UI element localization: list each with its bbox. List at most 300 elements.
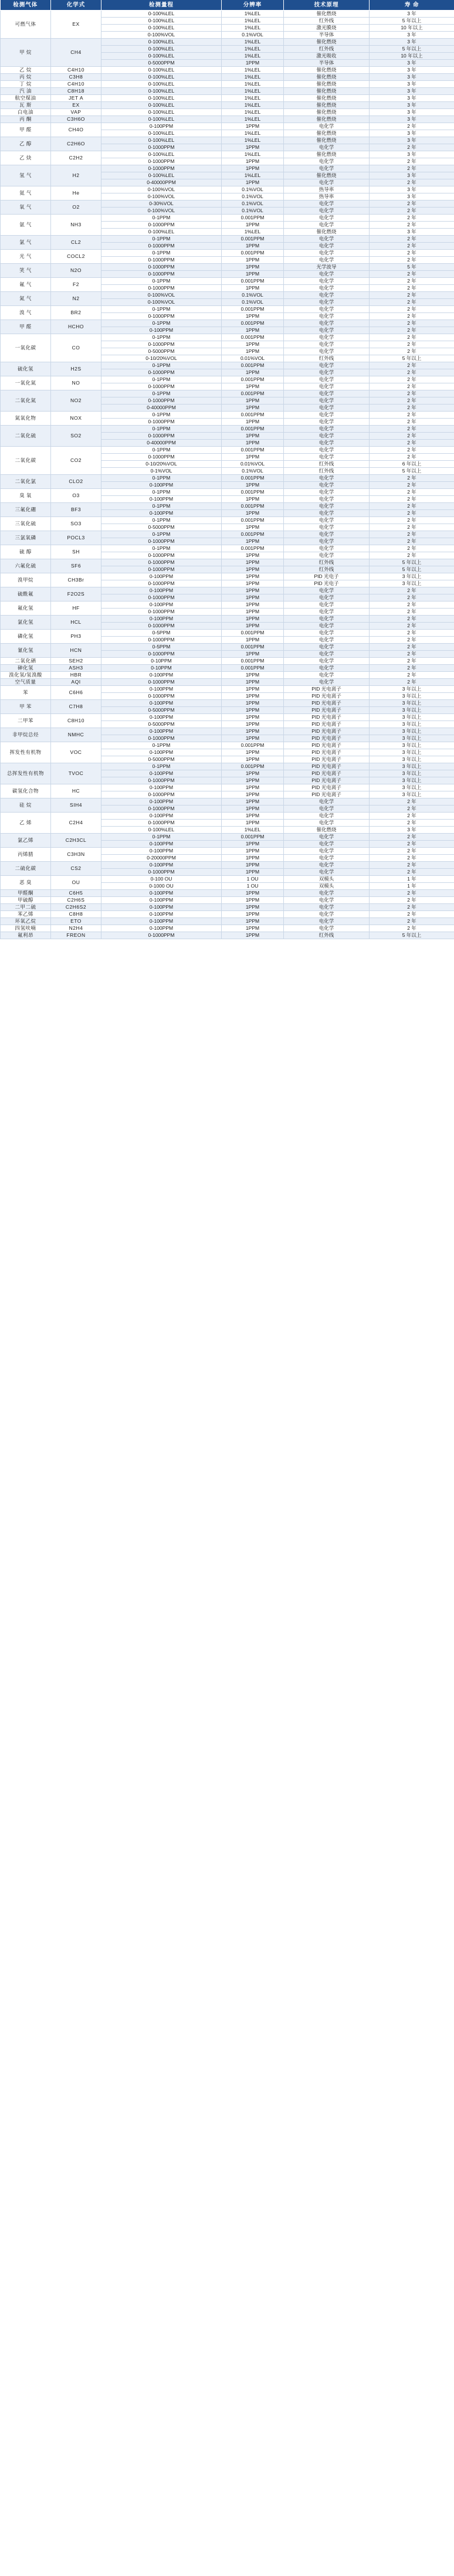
cell-lifetime: 2 年 [370, 918, 454, 925]
cell-resolution: 1PPM [222, 327, 284, 334]
cell-technology: 催化燃烧 [284, 39, 370, 46]
cell-technology: PID 光电离子 [284, 742, 370, 749]
cell-resolution: 1PPM [222, 813, 284, 820]
cell-chemical-formula: N2O [51, 264, 101, 278]
cell-resolution: 1PPM [222, 616, 284, 623]
cell-resolution: 0.001PPM [222, 362, 284, 369]
cell-lifetime: 5 年以上 [370, 46, 454, 53]
cell-detection-range: 0-100 OU [101, 876, 222, 883]
cell-technology: 电化学 [284, 813, 370, 820]
table-row [1, 587, 454, 594]
cell-technology: 电化学 [284, 299, 370, 306]
cell-resolution: 0.001PPM [222, 390, 284, 397]
cell-detection-range: 0-1000PPM [101, 285, 222, 292]
cell-detection-range: 0-1000PPM [101, 383, 222, 390]
cell-detection-range: 0-100%LEL [101, 74, 222, 81]
cell-detection-range: 0-5000PPM [101, 524, 222, 531]
cell-lifetime: 3 年以上 [370, 693, 454, 700]
cell-gas-name: 非甲烷总烃 [1, 728, 51, 742]
cell-resolution: 1PPM [222, 784, 284, 791]
cell-resolution: 0.001PPM [222, 489, 284, 496]
cell-detection-range: 0-1PPM [101, 362, 222, 369]
cell-detection-range: 0-100PPM [101, 904, 222, 911]
cell-lifetime: 2 年 [370, 806, 454, 813]
cell-gas-name: 甲 烷 [1, 39, 51, 67]
cell-chemical-formula: CO [51, 334, 101, 362]
cell-chemical-formula: C2H6O [51, 137, 101, 151]
cell-lifetime: 2 年 [370, 257, 454, 264]
cell-resolution: 0.001PPM [222, 475, 284, 482]
cell-technology: 半导体 [284, 32, 370, 39]
cell-lifetime: 3 年以上 [370, 707, 454, 714]
cell-lifetime: 2 年 [370, 222, 454, 229]
cell-technology: 电化学 [284, 609, 370, 616]
cell-detection-range: 0-100%LEL [101, 102, 222, 109]
table-row [1, 503, 454, 510]
cell-detection-range: 0-100PPM [101, 925, 222, 932]
table-row [1, 714, 454, 721]
cell-technology: 催化燃烧 [284, 11, 370, 18]
cell-technology: 电化学 [284, 834, 370, 841]
cell-detection-range: 0-100%LEL [101, 67, 222, 74]
cell-detection-range: 0-1000PPM [101, 869, 222, 876]
table-row [1, 88, 454, 95]
cell-technology: 电化学 [284, 594, 370, 601]
cell-lifetime: 5 年以上 [370, 932, 454, 939]
cell-gas-name: 硫酰氟 [1, 587, 51, 601]
cell-detection-range: 0-1000PPM [101, 165, 222, 172]
cell-resolution: 0.001PPM [222, 412, 284, 419]
cell-resolution: 1PPM [222, 749, 284, 756]
table-row [1, 278, 454, 285]
cell-resolution: 0.1%VOL [222, 186, 284, 193]
cell-lifetime: 3 年 [370, 95, 454, 102]
cell-lifetime: 2 年 [370, 123, 454, 130]
cell-gas-name: 丙 酮 [1, 116, 51, 123]
table-row [1, 742, 454, 749]
cell-technology: 电化学 [284, 531, 370, 538]
cell-resolution: 0.001PPM [222, 531, 284, 538]
cell-resolution: 1PPM [222, 60, 284, 67]
cell-lifetime: 3 年 [370, 151, 454, 158]
cell-gas-name: 环氧乙烷 [1, 918, 51, 925]
cell-detection-range: 0-1PPM [101, 763, 222, 770]
cell-detection-range: 0-100%LEL [101, 39, 222, 46]
cell-chemical-formula: C3H3N [51, 848, 101, 862]
cell-technology: 电化学 [284, 179, 370, 186]
cell-detection-range: 0-1PPM [101, 278, 222, 285]
cell-resolution: 1%LEL [222, 130, 284, 137]
cell-resolution: 1PPM [222, 594, 284, 601]
cell-gas-name: 光 气 [1, 250, 51, 264]
cell-technology: 电化学 [284, 616, 370, 623]
cell-chemical-formula: C8H10 [51, 714, 101, 728]
table-row [1, 658, 454, 665]
cell-gas-name: 甲 醛 [1, 320, 51, 334]
cell-technology: 电化学 [284, 390, 370, 397]
cell-resolution: 0.001PPM [222, 644, 284, 651]
cell-lifetime: 5 年以上 [370, 355, 454, 362]
cell-detection-range: 0-1PPM [101, 250, 222, 257]
cell-lifetime: 2 年 [370, 489, 454, 496]
cell-chemical-formula: SF6 [51, 559, 101, 573]
cell-chemical-formula: SO2 [51, 426, 101, 447]
cell-gas-name: 挥发性有机物 [1, 742, 51, 763]
cell-detection-range: 0-5000PPM [101, 756, 222, 763]
cell-resolution: 0.01%VOL [222, 355, 284, 362]
cell-technology: 红外线 [284, 468, 370, 475]
cell-lifetime: 2 年 [370, 848, 454, 855]
cell-detection-range: 0-100%LEL [101, 95, 222, 102]
cell-gas-name: 丙 烷 [1, 74, 51, 81]
cell-chemical-formula: VOC [51, 742, 101, 763]
cell-lifetime: 3 年以上 [370, 700, 454, 707]
cell-detection-range: 0-5PPM [101, 644, 222, 651]
cell-resolution: 1PPM [222, 369, 284, 376]
cell-technology: 电化学 [284, 869, 370, 876]
cell-detection-range: 0-5000PPM [101, 721, 222, 728]
cell-resolution: 1PPM [222, 419, 284, 426]
cell-resolution: 0.1%VOL [222, 200, 284, 208]
cell-lifetime: 2 年 [370, 841, 454, 848]
cell-detection-range: 0-100PPM [101, 482, 222, 489]
cell-lifetime: 2 年 [370, 911, 454, 918]
cell-chemical-formula: He [51, 186, 101, 200]
cell-gas-name: 二氧化氯 [1, 475, 51, 489]
cell-technology: 催化燃烧 [284, 172, 370, 179]
cell-technology: 电化学 [284, 222, 370, 229]
cell-resolution: 1PPM [222, 855, 284, 862]
cell-resolution: 1PPM [222, 848, 284, 855]
cell-resolution: 1PPM [222, 686, 284, 693]
table-row [1, 904, 454, 911]
cell-lifetime: 2 年 [370, 433, 454, 440]
cell-chemical-formula: O3 [51, 489, 101, 503]
table-row [1, 215, 454, 222]
table-row [1, 102, 454, 109]
cell-technology: 电化学 [284, 665, 370, 672]
cell-detection-range: 0-100%LEL [101, 88, 222, 95]
cell-detection-range: 0-1000PPM [101, 791, 222, 798]
cell-chemical-formula: HCHO [51, 320, 101, 334]
cell-lifetime: 2 年 [370, 651, 454, 658]
cell-detection-range: 0-100PPM [101, 918, 222, 925]
cell-chemical-formula: H2S [51, 362, 101, 376]
cell-technology: 电化学 [284, 405, 370, 412]
cell-lifetime: 2 年 [370, 306, 454, 313]
cell-technology: 电化学 [284, 475, 370, 482]
cell-lifetime: 2 年 [370, 376, 454, 383]
cell-resolution: 0.001PPM [222, 306, 284, 313]
cell-technology: 电化学 [284, 587, 370, 594]
cell-lifetime: 2 年 [370, 440, 454, 447]
cell-detection-range: 0-100%LEL [101, 11, 222, 18]
cell-lifetime: 2 年 [370, 637, 454, 644]
cell-lifetime: 3 年 [370, 60, 454, 67]
cell-detection-range: 0-100%LEL [101, 151, 222, 158]
cell-lifetime: 2 年 [370, 798, 454, 806]
cell-gas-name: 白电油 [1, 109, 51, 116]
cell-lifetime: 2 年 [370, 616, 454, 623]
cell-lifetime: 2 年 [370, 397, 454, 405]
cell-resolution: 0.001PPM [222, 334, 284, 341]
cell-technology: 电化学 [284, 376, 370, 383]
cell-gas-name: 瓦 斯 [1, 102, 51, 109]
cell-detection-range: 0-1000PPM [101, 419, 222, 426]
cell-technology: 电化学 [284, 862, 370, 869]
cell-lifetime: 2 年 [370, 609, 454, 616]
cell-detection-range: 0-1PPM [101, 489, 222, 496]
cell-lifetime: 5 年以上 [370, 566, 454, 573]
cell-technology: 电化学 [284, 524, 370, 531]
cell-chemical-formula: N2H4 [51, 925, 101, 932]
cell-lifetime: 2 年 [370, 644, 454, 651]
cell-resolution: 0.001PPM [222, 658, 284, 665]
cell-resolution: 1PPM [222, 714, 284, 721]
cell-technology: 催化燃烧 [284, 67, 370, 74]
cell-chemical-formula: C3H6O [51, 116, 101, 123]
cell-resolution: 1PPM [222, 897, 284, 904]
cell-technology: 电化学 [284, 278, 370, 285]
cell-chemical-formula: CS2 [51, 862, 101, 876]
cell-lifetime: 2 年 [370, 904, 454, 911]
cell-resolution: 1PPM [222, 123, 284, 130]
gas-detection-table [0, 0, 454, 939]
cell-gas-name: 甲 苯 [1, 700, 51, 714]
cell-detection-range: 0-1000PPM [101, 144, 222, 151]
cell-resolution: 1%LEL [222, 81, 284, 88]
cell-detection-range: 0-100PPM [101, 798, 222, 806]
cell-chemical-formula: F2O2S [51, 587, 101, 601]
cell-lifetime: 5 年以上 [370, 18, 454, 25]
cell-resolution: 1PPM [222, 264, 284, 271]
cell-detection-range: 0-1000PPM [101, 433, 222, 440]
cell-technology: 激光膜烧 [284, 25, 370, 32]
cell-technology: 电化学 [284, 320, 370, 327]
cell-technology: PID 光电离子 [284, 700, 370, 707]
cell-chemical-formula: H2 [51, 165, 101, 186]
cell-detection-range: 0-1PPM [101, 545, 222, 552]
cell-lifetime: 2 年 [370, 144, 454, 151]
cell-resolution: 0.001PPM [222, 278, 284, 285]
cell-detection-range: 0-10PPM [101, 658, 222, 665]
table-row [1, 932, 454, 939]
cell-resolution: 1PPM [222, 609, 284, 616]
cell-lifetime: 3 年以上 [370, 784, 454, 791]
cell-detection-range: 0-1000PPM [101, 735, 222, 742]
cell-resolution: 1%LEL [222, 39, 284, 46]
cell-lifetime: 2 年 [370, 475, 454, 482]
cell-resolution: 1PPM [222, 637, 284, 644]
cell-lifetime: 2 年 [370, 503, 454, 510]
cell-resolution: 0.1%VOL [222, 208, 284, 215]
cell-technology: 光学波导 [284, 264, 370, 271]
table-row [1, 601, 454, 609]
cell-technology: 电化学 [284, 313, 370, 320]
cell-gas-name: 丙烯腈 [1, 848, 51, 862]
cell-resolution: 1%LEL [222, 137, 284, 144]
cell-lifetime: 2 年 [370, 348, 454, 355]
cell-technology: 催化燃烧 [284, 102, 370, 109]
cell-resolution: 1PPM [222, 679, 284, 686]
cell-detection-range: 0-1%VOL [101, 468, 222, 475]
cell-lifetime: 3 年以上 [370, 791, 454, 798]
cell-lifetime: 2 年 [370, 834, 454, 841]
cell-resolution: 0.1%VOL [222, 468, 284, 475]
cell-chemical-formula: C7H8 [51, 700, 101, 714]
cell-gas-name: 四氢呋喃 [1, 925, 51, 932]
cell-resolution: 1%LEL [222, 25, 284, 32]
cell-technology: 电化学 [284, 820, 370, 827]
cell-lifetime: 2 年 [370, 587, 454, 594]
cell-resolution: 1PPM [222, 348, 284, 355]
cell-lifetime: 2 年 [370, 299, 454, 306]
cell-gas-name: 碳氢化合物 [1, 784, 51, 798]
cell-technology: PID 光电离子 [284, 728, 370, 735]
cell-lifetime: 2 年 [370, 545, 454, 552]
cell-technology: 红外线 [284, 932, 370, 939]
cell-gas-name: 乙 烷 [1, 67, 51, 74]
cell-chemical-formula: NMHC [51, 728, 101, 742]
cell-lifetime: 2 年 [370, 426, 454, 433]
cell-lifetime: 3 年以上 [370, 686, 454, 693]
cell-resolution: 1PPM [222, 918, 284, 925]
cell-gas-name: 甲 醛 [1, 123, 51, 137]
cell-lifetime: 3 年 [370, 193, 454, 200]
cell-chemical-formula: CH4O [51, 123, 101, 137]
cell-chemical-formula: C2H6S [51, 897, 101, 904]
cell-gas-name: 甲醛酮 [1, 890, 51, 897]
cell-technology: 电化学 [284, 369, 370, 376]
table-row [1, 644, 454, 651]
cell-lifetime: 2 年 [370, 869, 454, 876]
cell-lifetime: 2 年 [370, 594, 454, 601]
cell-lifetime: 2 年 [370, 538, 454, 545]
cell-technology: 电化学 [284, 334, 370, 341]
cell-gas-name: 溴甲烷 [1, 573, 51, 587]
table-row [1, 630, 454, 637]
cell-gas-name: 苯 [1, 686, 51, 700]
cell-resolution: 1PPM [222, 285, 284, 292]
cell-gas-name: 航空煤油 [1, 95, 51, 102]
cell-gas-name: 笑 气 [1, 264, 51, 278]
cell-resolution: 0.001PPM [222, 320, 284, 327]
cell-resolution: 1PPM [222, 433, 284, 440]
cell-chemical-formula: SH [51, 545, 101, 559]
cell-resolution: 1%LEL [222, 11, 284, 18]
cell-gas-name: 氯 气 [1, 236, 51, 250]
cell-technology: 电化学 [284, 503, 370, 510]
cell-technology: 催化燃烧 [284, 229, 370, 236]
cell-technology: 催化燃烧 [284, 137, 370, 144]
cell-detection-range: 0-1000PPM [101, 271, 222, 278]
cell-resolution: 1PPM [222, 538, 284, 545]
cell-detection-range: 0-1000PPM [101, 257, 222, 264]
cell-technology: 电化学 [284, 285, 370, 292]
cell-lifetime: 10 年以上 [370, 53, 454, 60]
cell-technology: 电化学 [284, 517, 370, 524]
cell-gas-name: 氯化氢 [1, 616, 51, 630]
cell-technology: 电化学 [284, 348, 370, 355]
cell-gas-name: 氟利昂 [1, 932, 51, 939]
cell-chemical-formula: C2H4 [51, 813, 101, 834]
cell-lifetime: 3 年 [370, 827, 454, 834]
cell-lifetime: 3 年以上 [370, 742, 454, 749]
cell-resolution: 1PPM [222, 383, 284, 390]
cell-lifetime: 3 年 [370, 137, 454, 144]
cell-chemical-formula: C6H6 [51, 686, 101, 700]
cell-lifetime: 2 年 [370, 552, 454, 559]
column-header-technology: 技术原理 [284, 0, 370, 11]
table-row [1, 700, 454, 707]
table-row [1, 679, 454, 686]
cell-detection-range: 0-1000PPM [101, 552, 222, 559]
cell-gas-name: 溴 气 [1, 306, 51, 320]
cell-lifetime: 2 年 [370, 855, 454, 862]
cell-detection-range: 0-100%LEL [101, 25, 222, 32]
cell-technology: 电化学 [284, 637, 370, 644]
cell-lifetime: 2 年 [370, 897, 454, 904]
cell-detection-range: 0-100%VOL [101, 186, 222, 193]
cell-chemical-formula: HCN [51, 644, 101, 658]
cell-resolution: 1%LEL [222, 46, 284, 53]
cell-detection-range: 0-100PPM [101, 784, 222, 791]
cell-lifetime: 2 年 [370, 327, 454, 334]
table-header [1, 0, 454, 11]
cell-detection-range: 0-1000PPM [101, 222, 222, 229]
cell-technology: 电化学 [284, 806, 370, 813]
cell-detection-range: 0-1000PPM [101, 369, 222, 376]
cell-resolution: 1PPM [222, 904, 284, 911]
cell-gas-name: 乙 醇 [1, 137, 51, 151]
table-body [1, 11, 454, 939]
column-header-range: 检测量程 [101, 0, 222, 11]
cell-detection-range: 0-100PPM [101, 587, 222, 594]
table-row [1, 186, 454, 193]
table-row [1, 834, 454, 841]
cell-lifetime: 3 年 [370, 130, 454, 137]
cell-gas-name: 硫化氢 [1, 362, 51, 376]
cell-detection-range: 0-1000PPM [101, 397, 222, 405]
cell-detection-range: 0-1PPM [101, 306, 222, 313]
cell-gas-name: 硫 醇 [1, 545, 51, 559]
cell-lifetime: 2 年 [370, 390, 454, 397]
cell-lifetime: 3 年以上 [370, 580, 454, 587]
cell-resolution: 1PPM [222, 820, 284, 827]
cell-lifetime: 3 年以上 [370, 777, 454, 784]
cell-technology: 催化燃烧 [284, 151, 370, 158]
cell-detection-range: 0-1PPM [101, 215, 222, 222]
cell-lifetime: 2 年 [370, 820, 454, 827]
cell-detection-range: 0-1PPM [101, 334, 222, 341]
cell-resolution: 1PPM [222, 623, 284, 630]
cell-technology: PID 光电子 [284, 573, 370, 580]
cell-detection-range: 0-1000PPM [101, 679, 222, 686]
table-row [1, 67, 454, 74]
cell-lifetime: 3 年 [370, 11, 454, 18]
cell-resolution: 0.01%VOL [222, 461, 284, 468]
cell-technology: PID 光电离子 [284, 756, 370, 763]
cell-resolution: 1PPM [222, 580, 284, 587]
cell-technology: 电化学 [284, 257, 370, 264]
cell-chemical-formula: HF [51, 601, 101, 616]
cell-resolution: 0.001PPM [222, 517, 284, 524]
cell-detection-range: 0-100PPM [101, 700, 222, 707]
cell-detection-range: 0-100%LEL [101, 81, 222, 88]
table-row [1, 376, 454, 383]
cell-lifetime: 3 年 [370, 81, 454, 88]
cell-chemical-formula: SO3 [51, 517, 101, 531]
